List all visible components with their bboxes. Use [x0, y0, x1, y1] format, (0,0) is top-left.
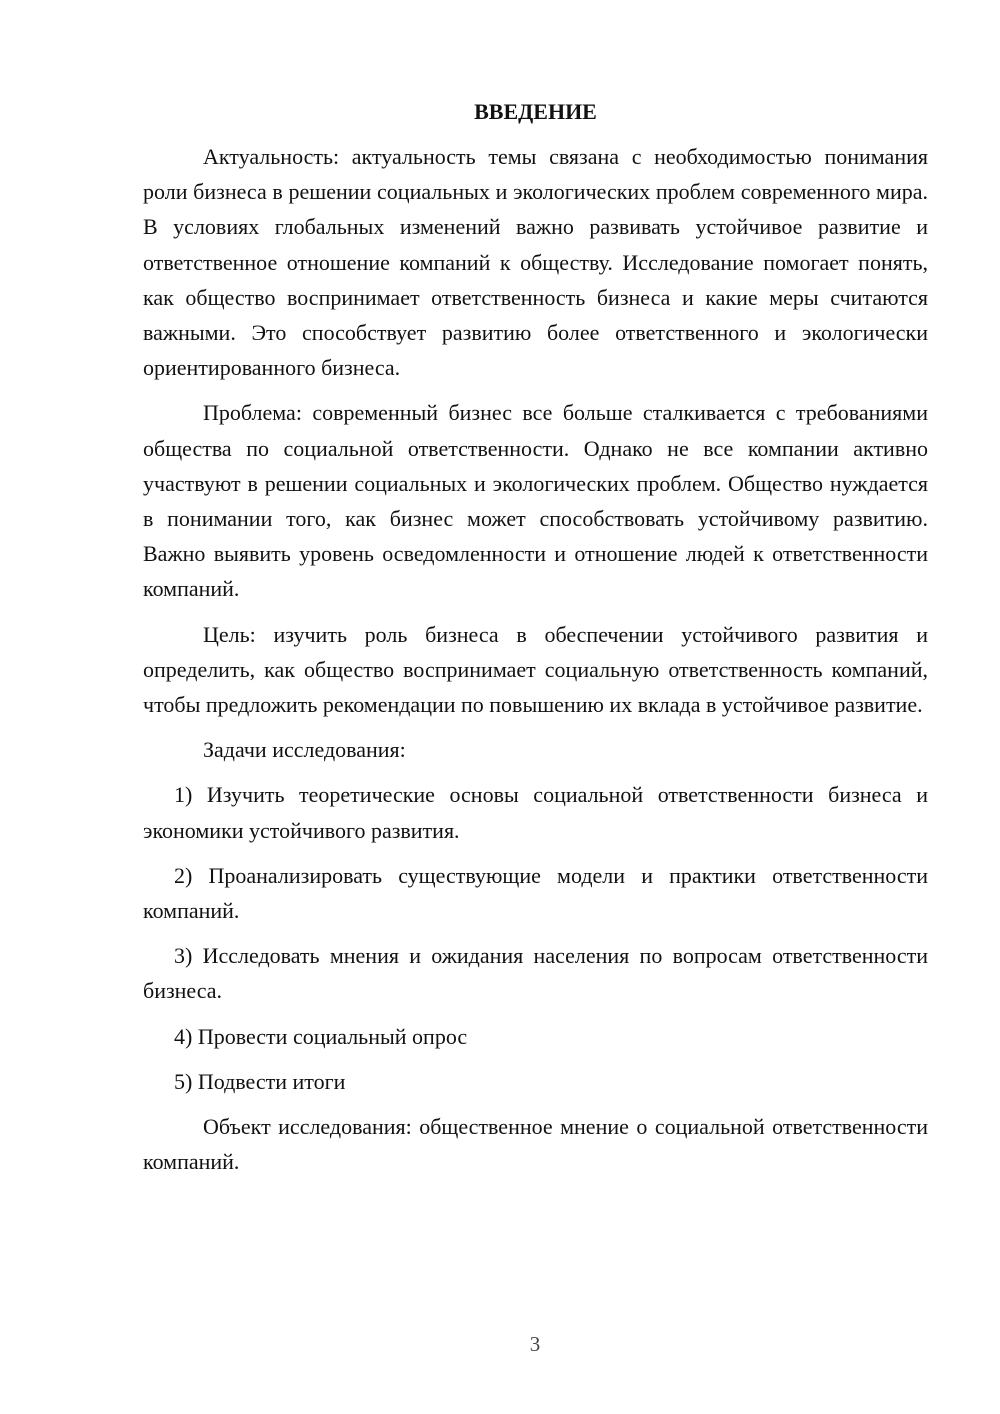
- task-item: 5) Подвести итоги: [174, 1068, 346, 1094]
- section-title: ВВЕДЕНИЕ: [474, 99, 597, 124]
- task-item: 4) Провести социальный опрос: [174, 1023, 468, 1049]
- paragraph-problem: Проблема: современный бизнес все больше сталкивается с требованиями общества по социальной ответственности. Однако не все компании активно участвуют в решении социальных и экологических проблем. Общество нуждается в понимании того, как бизнес может способствовать устойчивому развитию. Важно выявить уровень осведомленности и отношение людей к ответственности компаний.: [143, 400, 928, 602]
- tasks-heading: Задачи исследования:: [203, 737, 406, 763]
- paragraph-relevance: Актуальность: актуальность темы связана с необходимостью понимания роли бизнеса в решении социальных и экологических проблем современного мира. В условиях глобальных изменений важно развивать устойчивое развитие и ответственное отношение компаний к обществу. Исследование помогает понять, как общество воспринимает ответственность бизнеса и какие меры считаются важными. Это способствует развитию более ответственного и экологически ориентированного бизнеса.: [143, 144, 928, 381]
- page-content: [143, 94, 928, 1189]
- task-item: 2) Проанализировать существующие модели и практики ответственности компаний.: [143, 862, 928, 924]
- paragraph-goal: Цель: изучить роль бизнеса в обеспечении устойчивого развития и определить, как общество воспринимает социальную ответственность компаний, чтобы предложить рекомендации по повышению их вклада в устойчивое развитие.: [143, 621, 928, 718]
- paragraph-object: Объект исследования: общественное мнение о социальной ответственности компаний.: [143, 1114, 928, 1175]
- page-number: 3: [529, 1332, 541, 1356]
- task-item: 3) Исследовать мнения и ожидания населения по вопросам ответственности бизнеса.: [143, 943, 928, 1004]
- task-item: 1) Изучить теоретические основы социальной ответственности бизнеса и экономики устойчивого развития.: [143, 782, 928, 843]
